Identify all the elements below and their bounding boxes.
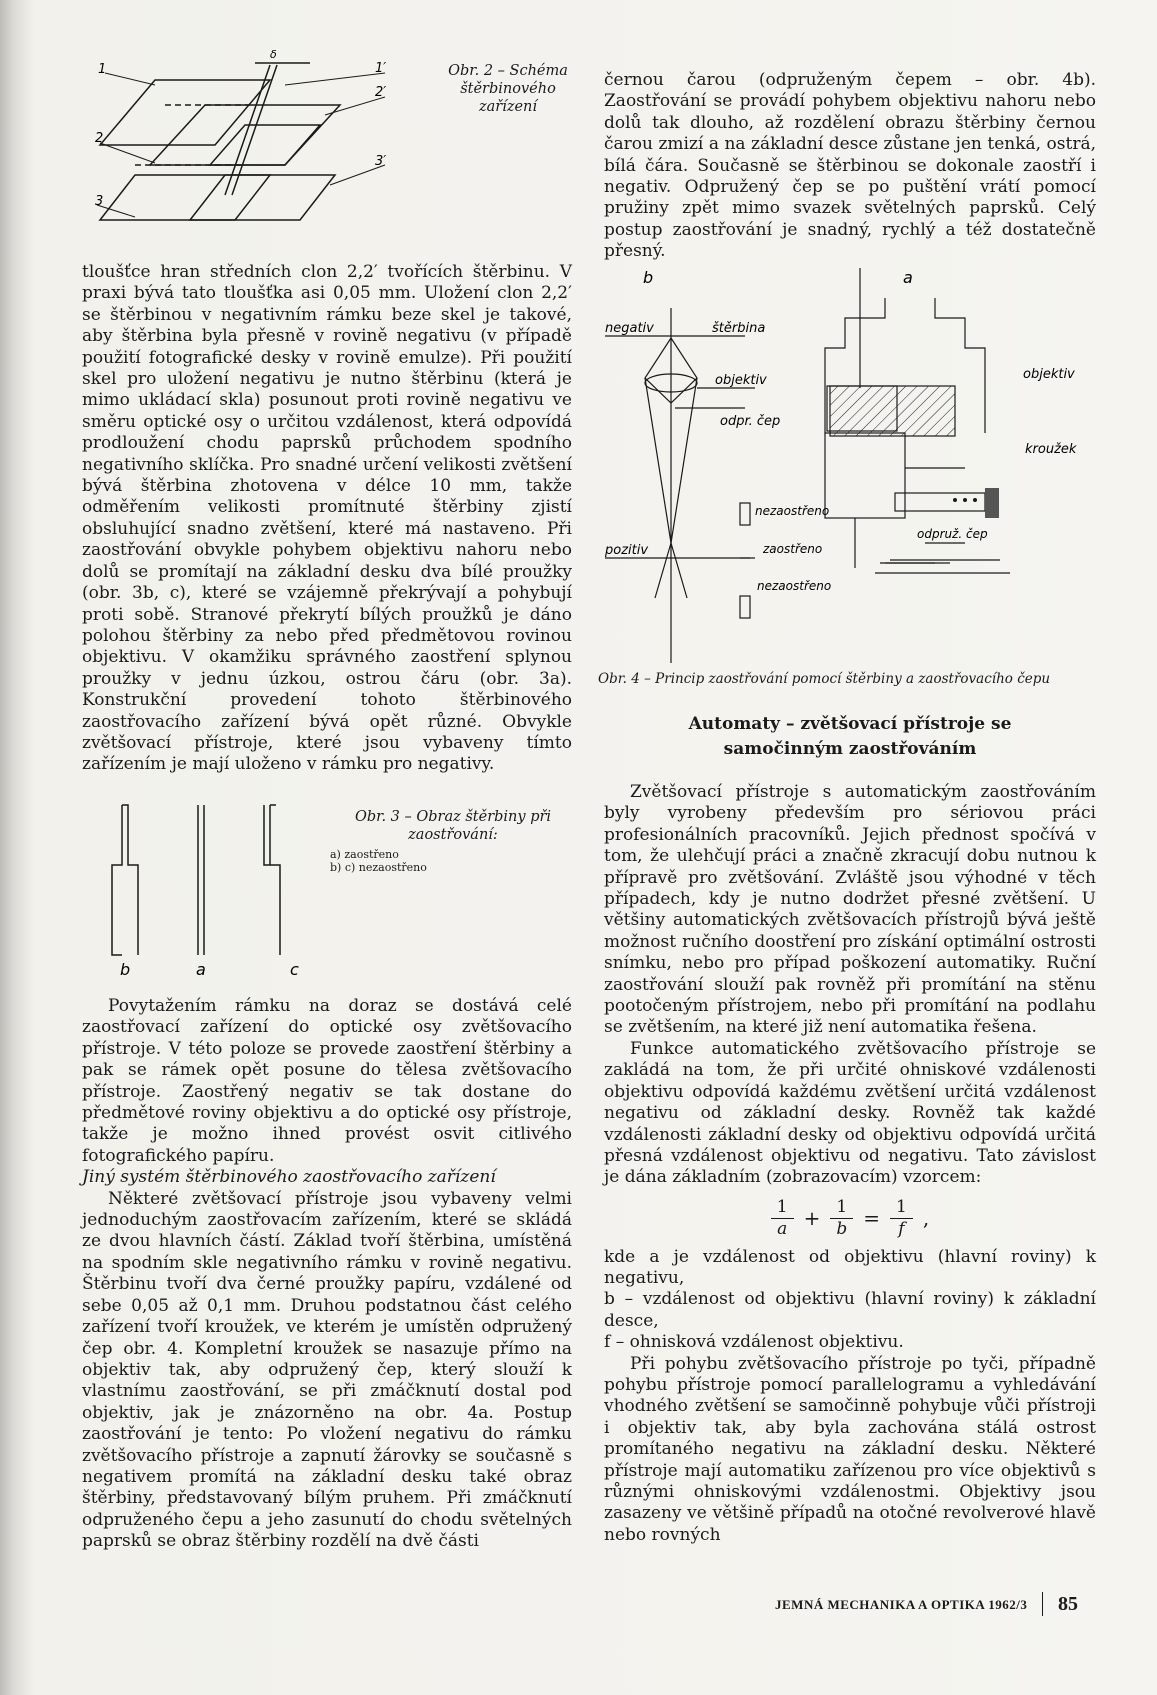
footer-divider [1042,1592,1043,1616]
right-paragraph-4: Při pohybu zvětšovacího přístroje po tyči, případně pohybu přístroje pomocí parallelogramu a vyhledávání vhodného zvětšení se samočinně pohybuje vůči přístroji i objektiv tak, aby byla zachována stálá ostrost promítaného negativu na základní desku. Některé přístroje mají automatiku zařízenou pro více objektivů s různými ohniskovými vzdálenostmi. Objektivy jsou zasazeny ve většině případů na otočné revolverové hlavě nebo rovných [604,1353,1096,1545]
fig2-label-3p: 3′ [375,154,387,169]
fig4-label-negativ: negativ [605,321,654,336]
formula-comma: , [922,1205,930,1230]
fig4-label-krouzek: kroužek [1025,442,1077,457]
definition-b: b – vzdálenost od objektivu (hlavní roviny) k základní desce, [604,1289,1096,1331]
definition-f: f – ohnisková vzdálenost objektivu. [604,1332,904,1353]
fig4-label-a: a [903,268,913,287]
fig4-label-sterbina: štěrbina [712,321,766,336]
left-paragraph-2: Povytažením rámku na doraz se dostává celé zaostřovací zařízení do optické osy zvětšovacího přístroje. V této poloze se provede zaostření štěrbiny a pak se rámek opět posune do tělesa zvětšovacího přístroje. Zaostřený negativ se tak dostane do předmětové roviny objektivu a do optické osy přístroje, takže je možno ihned provést osvit citlivého fotografického papíru. [82,996,572,1166]
right-paragraph-2: Zvětšovací přístroje s automatickým zaostřováním byly vyrobeny především pro sériovou práci profesionálních pracovníků. Jejich přednost spočívá v tom, že ulehčují práci a značně zkracují dobu nutnou k přípravě pro zvětšování. Zvláště jsou výhodné v těch případech, kdy je nutno dodržet přesné zvětšení. U většiny automatických zvětšovacích přístrojů bývá ještě možnost ručního doostření pro získání optimální ostrosti snímku, nebo pro případ poškození automatiky. Ruční zaostřování slouží pak rovněž při promítání na stěnu pootočeným přístrojem, nebo při promítání na podlahu se zvětšením, na které již není automatika řešena. [604,782,1096,1038]
left-column-lower [82,996,572,1553]
left-paragraph-1: tloušťce hran středních clon 2,2′ tvořících štěrbinu. V praxi bývá tato tloušťka asi 0,05 mm. Uložení clon 2,2′ se štěrbinou v negativním rámku beze skel je takové, aby štěrbina byla přesně v rovině negativu (v případě použití fotografické desky v rovině emulze). Při použití skel pro uložení negativu je nutno štěrbinu (která je mimo ukládací skla) posunout proti rovině negativu ve směru optické osy o určitou vzdálenost, která odpovídá prodloužení chodu paprsků průchodem spodního negativního sklíčka. Pro snadné určení velikosti zvětšení bývá štěrbina zhotovena v délce 10 mm, takže odměřením velikosti promítnuté štěrbiny zjistí obsluhující snadno zvětšení, které má nastaveno. Při zaostřování obvykle pohybem objektivu nahoru nebo dolů se promítají na základní desku dva bílé proužky (obr. 3b, c), které se vzájemně překrývají a pohybují proti sobě. Stranové překrytí bílých proužků je dáno polohou štěrbiny za nebo před předmětovou rovinou objektivu. V okamžiku správného zaostření splynou proužky v jednu úzkou, ostrou čáru (obr. 3a). Konstrukční provedení tohoto štěrbinového zaostřovacího zařízení bývá opět různé. Obvykle zvětšovací přístroje, které jsou vybaveny tímto zařízením je mají uloženo v rámku pro negativy. [82,262,572,775]
fraction-1-over-f: $\frac{1}{f}$ [890,1197,913,1241]
right-column-lower [604,712,1096,1546]
right-paragraph-1: černou čarou (odpruženým čepem – obr. 4b). Zaostřování se provádí pohybem objektivu nahoru nebo dolů tak dlouho, až rozdělení obrazu štěrbiny černou čarou zmizí a na základní desce zůstane jen tenká, ostrá, bílá čára. Současně se štěrbinou se dokonale zaostří i negativ. Odpružený čep se po puštění vrátí pomocí pružiny zpět mimo svazek světelných paprsků. Celý postup zaostřování je snadný, rychlý a též dostatečně přesný. [604,70,1096,262]
figure-4-caption: Obr. 4 – Princip zaostřování pomocí štěrbiny a zaostřovacího čepu [598,671,1051,687]
figure-3-legend-a: a) zaostřeno [330,848,399,861]
left-paragraph-3: Některé zvětšovací přístroje jsou vybaveny velmi jednoduchým zaostřovacím zařízením, které se skládá ze dvou hlavních částí. Základ tvoří štěrbina, umístěná na spodním skle negativního rámku v rovině negativu. Štěrbinu tvoří dva černé proužky papíru, vzdálené od sebe 0,05 až 0,1 mm. Druhou podstatnou část celého zařízení tvoří kroužek, ve kterém je umístěn odpružený čep obr. 4. Kompletní kroužek se nasazuje přímo na objektiv tak, aby odpružený čep, který slouží k vlastnímu zaostřování, se při zmáčknutí dostal pod objektiv, jak je znázorněno na obr. 4a. Postup zaostřování je tento: Po vložení negativu do rámku zvětšovacího přístroje a zapnutí žárovky se současně s negativem promítá na základní desku také obraz štěrbiny, představovaný bílým pruhem. Při zmáčknutí odpruženého čepu a jeho zasunutí do chodu světelných paprsků se obraz štěrbiny rozdělí na dvě části [82,1188,572,1552]
fig3-label-b: b [120,960,131,979]
fig2-label-1: 1 [98,62,107,77]
fig4-label-b: b [643,268,654,287]
fig2-label-3: 3 [95,194,104,209]
fig4-label-odpruz-cep: odpruž. čep [917,527,988,541]
fig3-label-c: c [290,960,299,979]
fig3-label-a: a [196,960,206,979]
fig4-label-pozitiv: pozitiv [605,543,649,558]
section-heading: Automaty – zvětšovací přístroje se samočinným zaostřováním [688,714,1012,759]
fig4-label-nezaostreno-2: nezaostřeno [757,579,832,593]
figure-3-caption-block [328,808,578,874]
figure-2-caption: Obr. 2 – Schéma štěrbinového zařízení [448,63,568,115]
fraction-1-over-b: $\frac{1}{b}$ [830,1197,853,1241]
figure-3-slit-image [100,800,320,980]
left-column [82,262,572,776]
fig4-label-nezaostreno-1: nezaostřeno [755,504,830,518]
definition-a: kde a je vzdálenost od objektivu (hlavní roviny) k negativu, [604,1246,1096,1288]
fig4-label-objektiv-a: objektiv [1023,367,1075,382]
fig2-label-2p: 2′ [375,85,387,100]
figure-4-focusing-principle [605,268,1105,663]
journal-footer: JEMNÁ MECHANIKA A OPTIKA 1962/3 [775,1597,1028,1612]
lens-formula [604,1197,1096,1241]
fig2-label-1p: 1′ [375,61,387,76]
fig2-label-2: 2 [95,131,104,146]
fig4-label-zaostreno: zaostřeno [763,542,823,556]
right-column-top [604,70,1096,263]
fig4-label-odpr-cep: odpr. čep [720,414,781,429]
left-subheading: Jiný systém štěrbinového zaostřovacího zařízení [82,1167,496,1188]
fraction-1-over-a: $\frac{1}{a}$ [771,1197,794,1241]
right-paragraph-3: Funkce automatického zvětšovacího přístroje se zakládá na tom, že při určité ohniskové vzdálenosti objektivu odpovídá každému zvětšení určitá vzdálenost negativu od základní desky. Rovněž tak každé vzdálenosti základní desky od objektivu odpovídá určitá přesná vzdálenost objektivu od negativu. Tato závislost je dána základním (zobrazovacím) vzorcem: [604,1038,1096,1188]
fig2-label-delta: δ [270,48,277,61]
equals-sign: = [863,1205,881,1230]
figure-3-caption: Obr. 3 – Obraz štěrbiny při zaostřování: [354,809,552,843]
page-number: 85 [1058,1593,1078,1615]
figure-3-legend-bc: b) c) nezaostřeno [330,861,427,874]
figure-2-slit-schema [95,45,435,245]
fig4-label-objektiv: objektiv [715,373,767,388]
plus-sign: + [803,1205,821,1230]
